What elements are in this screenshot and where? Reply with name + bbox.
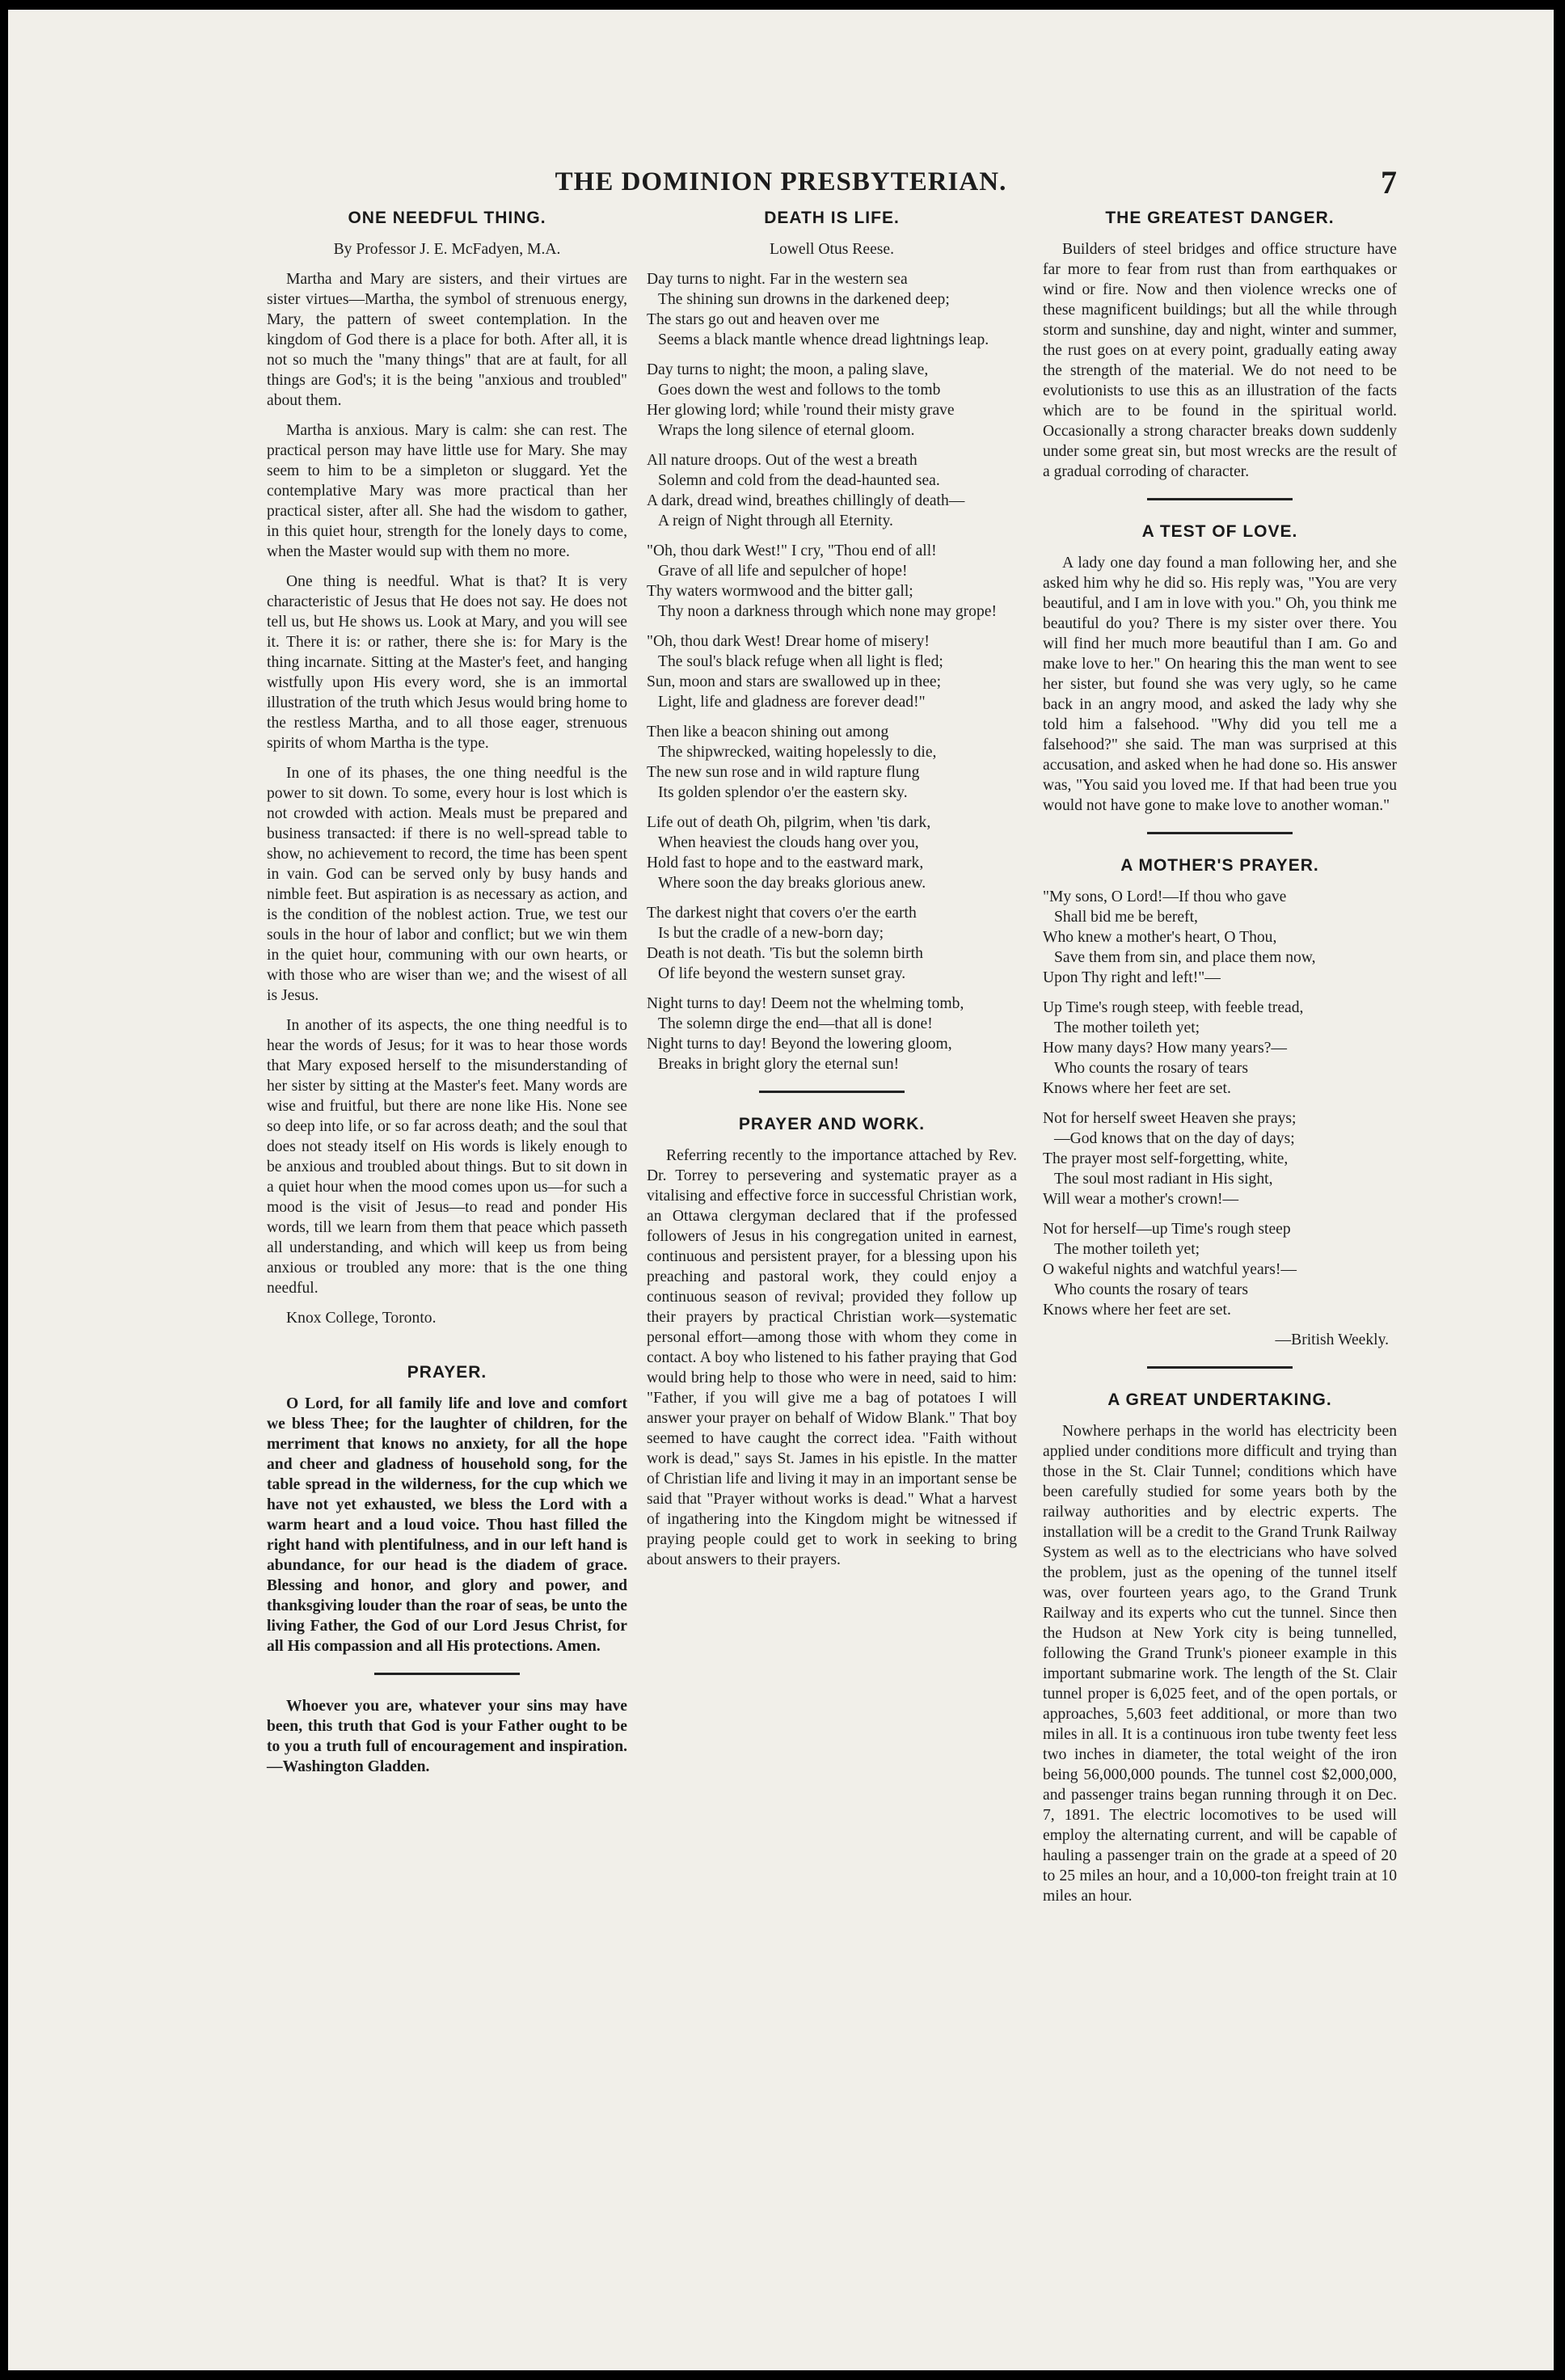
quote: Whoever you are, whatever your sins may have been, this truth that God is your Father ought to be to you a truth full of encouragement and inspiration.—Washington Gladden. [267, 1698, 627, 1775]
poem-line: The mother toileth yet; [1054, 1019, 1200, 1036]
poem-line: Thy noon a darkness through which none may grope! [658, 603, 997, 620]
poem-line: The prayer most self-forgetting, white, [1043, 1150, 1289, 1167]
poem-line: Shall bid me be bereft, [1054, 909, 1198, 926]
poem-line: The soul's black refuge when all light is fled; [658, 653, 943, 670]
poem-line: Goes down the west and follows to the tomb [658, 382, 941, 399]
poem-line: Its golden splendor o'er the eastern sky. [658, 784, 908, 801]
poem-line: Solemn and cold from the dead-haunted sea. [658, 472, 940, 489]
stanza [647, 450, 1017, 531]
poem-line: When heaviest the clouds hang over you, [658, 834, 919, 851]
poem [647, 269, 1017, 1074]
paragraph: Martha and Mary are sisters, and their virtues are sister virtues—Martha, the symbol of strenuous energy, Mary, the pattern of sweet contemplation. In the kingdom of God there is a place for both. After all, it is not so much the "many things" that are at fault, for all things are God's; it is the being "anxious and troubled" about them. [267, 271, 627, 409]
poem-line: Who counts the rosary of tears [1054, 1060, 1248, 1077]
byline: Lowell Otus Reese. [770, 241, 894, 258]
divider-rule [1147, 832, 1293, 834]
divider-rule [1147, 1366, 1293, 1369]
article-title: PRAYER AND WORK. [738, 1115, 926, 1133]
poem-title: DEATH IS LIFE. [764, 209, 900, 227]
paragraph: A lady one day found a man following her, and she asked him why he did so. His reply was, "You are very beautiful, and I am in love with you." Oh, you think me beautiful do you? There is my sister over there. You will find her much more beautiful than I am. Go and make love to her." On hearing this the man went to see her sister, but found she was very ugly, so he came back in an angry mood, and asked the lady why she told him a falsehood. "Why did you tell me a falsehood?" she said. The man was surprised at this accusation, and asked when he had done so. His answer was, "You said you loved me. If that had been true you would not have gone to make love to another woman." [1043, 555, 1397, 814]
poem-line: Seems a black mantle whence dread lightnings leap. [658, 331, 989, 348]
poem-title: A MOTHER'S PRAYER. [1120, 856, 1319, 875]
paragraph: In one of its phases, the one thing needful is the power to sit down. To some, every hour is lost which is not crowded with action. Meals must be prepared and business transacted: if there is no well-spread table to show, no achievement to record, the time has been spent in vain. God can be served only by busy hands and nimble feet. But aspiration is as necessary as action, and is the condition of the noblest action. True, we test our souls in the hour of labor and conflict; but we win them in the quiet hour, communing with our own hearts, or with those who are wiser than we; and the wisest of all is Jesus. [267, 765, 627, 1004]
article-title: ONE NEEDFUL THING. [348, 209, 546, 227]
poem-line: Is but the cradle of a new-born day; [658, 925, 884, 942]
paragraph: Nowhere perhaps in the world has electricity been applied under conditions more difficult and trying than those in the St. Clair Tunnel; conditions which have been carefully studied for some years both by the railway authorities and by electric experts. The installation will be a credit to the Grand Trunk Railway System as well as to the electricians who have solved the problem, just as the opening of the tunnel itself was, over fourteen years ago, to the Grand Trunk Railway and its experts who cut the tunnel. Since then the Hudson at New York city is being tunnelled, following the Grand Trunk's pioneer example in this important submarine work. The length of the St. Clair tunnel proper is 6,025 feet, and of the open portals, or approaches, 5,603 feet additional, or more than two miles in all. It is a continuous iron tube twenty feet less two inches in diameter, the total weight of the iron being 56,000,000 pounds. The tunnel cost $2,000,000, and passenger trains began running through it on Dec. 7, 1891. The electric locomotives to be used will employ the alternating current, and will be capable of hauling a passenger train on the grade at a speed of 20 to 25 miles an hour, and a 10,000-ton freight train at 10 miles an hour. [1043, 1423, 1397, 1905]
poem-line: Will wear a mother's crown!— [1043, 1191, 1239, 1208]
poem-line: Breaks in bright glory the eternal sun! [658, 1056, 900, 1073]
poem [1043, 887, 1397, 1320]
poem-line: The shining sun drowns in the darkened deep; [658, 291, 950, 308]
column-2 [647, 208, 1017, 1580]
poem-line: O wakeful nights and watchful years!— [1043, 1261, 1297, 1278]
poem-line: The shipwrecked, waiting hopelessly to die, [658, 744, 937, 761]
poem-line: "Oh, thou dark West! Drear home of misery! [647, 633, 930, 650]
poem-line: "Oh, thou dark West!" I cry, "Thou end of all! [647, 542, 937, 559]
stanza [1043, 1219, 1397, 1320]
stanza [647, 269, 1017, 350]
poem-line: Wraps the long silence of eternal gloom. [658, 422, 915, 439]
poem-line: Life out of death Oh, pilgrim, when 'tis dark, [647, 814, 931, 831]
poem-line: The darkest night that covers o'er the earth [647, 905, 917, 922]
stanza [1043, 887, 1397, 988]
stanza [647, 631, 1017, 712]
poem-line: Light, life and gladness are forever dead!" [658, 694, 926, 711]
poem-line: Then like a beacon shining out among [647, 724, 889, 741]
divider-rule [374, 1673, 520, 1675]
column-1 [267, 208, 627, 1787]
masthead-title: THE DOMINION PRESBYTERIAN. [555, 167, 1007, 196]
newspaper-page [8, 10, 1554, 2370]
stanza [1043, 998, 1397, 1099]
poem-line: Death is not death. 'Tis but the solemn birth [647, 945, 923, 962]
paragraph: One thing is needful. What is that? It is very characteristic of Jesus that He does not say. He does not tell us, but He shows us. Look at Mary, and you will see it. There it is: or rather, there she is: for Mary is the thing incarnate. Sitting at the Master's feet, and hanging wistfully upon His every word, she is an immortal illustration of the truth which Jesus would bring home to the restless Martha, and to all those eager, strenuous spirits of whom Martha is the type. [267, 573, 627, 752]
stanza [647, 722, 1017, 803]
paragraph: Builders of steel bridges and office structure have far more to fear from rust than from earthquakes or wind or fire. Now and then violence wrecks one of these magnificent buildings; but all the while through storm and sunshine, day and night, winter and summer, the rust goes on at every point, gradually eating away the strength of the material. We do not need to be evolutionists to use this as an illustration of the facts which are to be found in the spiritual world. Occasionally a strong character breaks down suddenly under some great sin, but most wrecks are the result of a gradual corroding of character. [1043, 241, 1397, 480]
poem-line: Not for herself sweet Heaven she prays; [1043, 1110, 1297, 1127]
column-3 [1043, 208, 1397, 1916]
stanza [647, 812, 1017, 893]
paragraph: Martha is anxious. Mary is calm: she can rest. The practical person may have little use for Mary. She may seem to him to be a simpleton or sluggard. Yet the contemplative Mary was more practical than her practical sister, after all. She had the wisdom to gather, in this quiet hour, strength for the lonely days to come, when the Master would sup with them no more. [267, 422, 627, 560]
stanza [1043, 1108, 1397, 1209]
poem-line: Up Time's rough steep, with feeble tread, [1043, 999, 1304, 1016]
poem-line: Her glowing lord; while 'round their misty grave [647, 402, 955, 419]
poem-line: Knows where her feet are set. [1043, 1302, 1231, 1319]
byline: By Professor J. E. McFadyen, M.A. [333, 241, 561, 258]
poem-line: Knows where her feet are set. [1043, 1080, 1231, 1097]
poem-line: Where soon the day breaks glorious anew. [658, 875, 926, 892]
stanza [647, 360, 1017, 441]
poem-line: Thy waters wormwood and the bitter gall; [647, 583, 913, 600]
poem-line: The stars go out and heaven over me [647, 311, 880, 328]
poem-line: The solemn dirge the end—that all is done! [658, 1015, 933, 1032]
poem-line: The soul most radiant in His sight, [1054, 1171, 1273, 1188]
poem-line: Grave of all life and sepulcher of hope! [658, 563, 908, 580]
paragraph: In another of its aspects, the one thing needful is to hear the words of Jesus; for it was to hear those words that Mary exposed herself to the misunderstanding of her sister by sitting at the Master's feet. Many words are wise and fruitful, but there are none like His. None see so deep into life, or so far across death; and the soul that does not steady itself on His words is likely enough to be anxious and troubled about things. But to sit down in a quiet hour when the mood comes upon us—for such a mood is the visit of Jesus—to read and ponder His words, till we learn from them that peace which passeth all understanding, and which will keep us from being anxious or troubled any more: that is the one thing needful. [267, 1017, 627, 1297]
divider-rule [759, 1091, 905, 1093]
poem-line: How many days? How many years?— [1043, 1040, 1287, 1057]
poem-line: Night turns to day! Deem not the whelming tomb, [647, 995, 964, 1012]
stanza [647, 994, 1017, 1074]
divider-rule [1147, 498, 1293, 500]
poem-line: The new sun rose and in wild rapture flung [647, 764, 920, 781]
poem-line: Day turns to night. Far in the western sea [647, 271, 908, 288]
stanza [647, 541, 1017, 622]
article-title: A TEST OF LOVE. [1141, 522, 1298, 541]
poem-line: Hold fast to hope and to the eastward mark, [647, 855, 924, 871]
stanza [647, 903, 1017, 984]
poem-line: A reign of Night through all Eternity. [658, 513, 893, 530]
poem-line: Of life beyond the western sunset gray. [658, 965, 906, 982]
paragraph: O Lord, for all family life and love and comfort we bless Thee; for the laughter of children, for the merriment that knows no anxiety, for all the hope and cheer and gladness of household song, for the table spread in the wilderness, for the cup which we have not yet exhausted, we bless the Lord with a warm heart and a loud voice. Thou hast filled the right hand with plentifulness, and in our left hand is abundance, for our head is the diadem of grace. Blessing and honor, and glory and power, and thanksgiving louder than the roar of seas, be unto the living Father, the God of our Lord Jesus Christ, for all His compassion and all His protections. Amen. [267, 1395, 627, 1655]
poem-line: Upon Thy right and left!"— [1043, 969, 1221, 986]
poem-line: Save them from sin, and place them now, [1054, 949, 1316, 966]
poem-line: A dark, dread wind, breathes chillingly of death— [647, 492, 965, 509]
poem-line: All nature droops. Out of the west a breath [647, 452, 917, 469]
poem-line: Who counts the rosary of tears [1054, 1281, 1248, 1298]
poem-line: Night turns to day! Beyond the lowering gloom, [647, 1036, 952, 1053]
article-title: A GREAT UNDERTAKING. [1107, 1390, 1332, 1409]
paragraph: Referring recently to the importance attached by Rev. Dr. Torrey to persevering and systematic prayer as a vitalising and effective force in successful Christian work, an Ottawa clergyman declared that if the professed followers of Jesus in his congregation united in earnest, continuous and persistent prayer, for a blessing upon his preaching and pastoral work, they could enjoy a continuous season of revival; provided they follow up their prayers by practical Christian work—systematic personal effort—among those with whom they come in contact. A boy who listened to his father praying that God would bring help to those who were in need, said to him: "Father, if you will give me a bag of potatoes I will answer your prayer on behalf of Widow Blank." That boy seemed to have caught the correct idea. "Faith without work is dead," says St. James in his epistle. In the matter of Christian life and living it may in an important sense be said that "Prayer without works is dead." What a harvest of ingathering into the Kingdom might be witnessed if praying people could get to work in seeking to bring about answers to their prayers. [647, 1147, 1017, 1568]
poem-line: Day turns to night; the moon, a paling slave, [647, 361, 929, 378]
attribution: —British Weekly. [1275, 1331, 1389, 1348]
article-title: THE GREATEST DANGER. [1105, 209, 1335, 227]
poem-line: Sun, moon and stars are swallowed up in thee; [647, 673, 942, 690]
poem-line: —God knows that on the day of days; [1054, 1130, 1295, 1147]
page-number: 7 [1381, 164, 1397, 200]
poem-line: "My sons, O Lord!—If thou who gave [1043, 888, 1287, 905]
poem-line: Not for herself—up Time's rough steep [1043, 1221, 1291, 1238]
signoff: Knox College, Toronto. [286, 1310, 437, 1327]
poem-line: Who knew a mother's heart, O Thou, [1043, 929, 1277, 946]
poem-line: The mother toileth yet; [1054, 1241, 1200, 1258]
article-title: PRAYER. [407, 1363, 487, 1382]
